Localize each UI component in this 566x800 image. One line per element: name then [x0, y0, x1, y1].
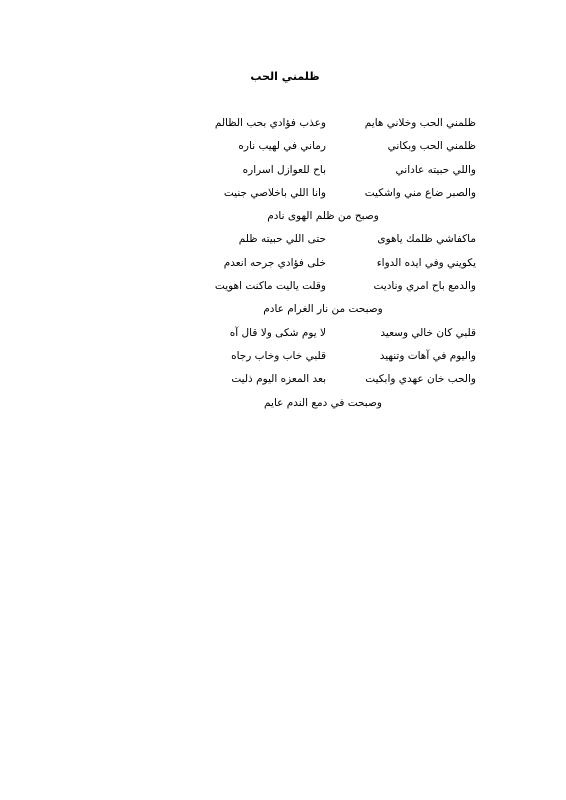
verse-first-hemistich: يكويني وفي ايده الدواء — [376, 256, 476, 269]
verse-first-hemistich: ظلمني الحب وخلاني هايم — [364, 117, 476, 129]
poem-title: ظلمني الحب — [250, 70, 320, 83]
refrain-line: وصبحت من نار الغرام عادم — [263, 303, 383, 316]
verse-line — [170, 327, 476, 350]
verse-line — [170, 117, 476, 140]
verse-line — [170, 257, 476, 280]
verse-second-hemistich: وعذب فؤادي بحب الظالم — [214, 117, 326, 129]
refrain-line: وصبحت في دمع الندم عايم — [264, 396, 382, 409]
verse-first-hemistich: ظلمني الحب وبكاني — [387, 140, 476, 153]
verse-second-hemistich: بعد المعزه اليوم ذليت — [231, 373, 326, 386]
verse-line — [170, 187, 476, 210]
verse-first-hemistich: واللي حبيته عاداني — [395, 163, 476, 176]
verse-line — [170, 164, 476, 187]
verse-first-hemistich: والحب خان عهدي وابكيت — [365, 373, 476, 386]
verse-first-hemistich: والصبر ضاع مني واشكيت — [364, 186, 476, 199]
verse-first-hemistich: ماكفاشي ظلمك ياهوى — [377, 233, 476, 246]
refrain-line: وصبح من ظلم الهوى نادم — [267, 210, 379, 223]
verse-line — [170, 280, 476, 303]
poem-body — [170, 117, 476, 420]
verse-line — [170, 373, 476, 396]
verse-first-hemistich: والدمع باح امري وناديت — [373, 280, 476, 293]
verse-second-hemistich: خلى فؤادي جرحه انعدم — [223, 256, 326, 269]
verse-second-hemistich: قلبي خاب وخاب رجاه — [231, 349, 326, 362]
verse-second-hemistich: حتى اللي حبيته ظلم — [238, 233, 326, 246]
verse-second-hemistich: رماني في لهيب ناره — [238, 140, 326, 153]
verse-line — [170, 233, 476, 256]
verse-first-hemistich: واليوم في آهات وتنهيد — [379, 349, 476, 362]
verse-second-hemistich: وانا اللي باخلاصي جنيت — [223, 186, 326, 199]
verse-second-hemistich: وقلت ياليت ماكنت اهويت — [214, 280, 326, 293]
verse-second-hemistich: باح للعوازل اسراره — [242, 163, 326, 176]
verse-second-hemistich: لا يوم شكى ولا قال آه — [229, 326, 326, 339]
verse-line — [170, 350, 476, 373]
verse-line — [170, 140, 476, 163]
verse-first-hemistich: قلبي كان خالي وسعيد — [380, 326, 476, 339]
